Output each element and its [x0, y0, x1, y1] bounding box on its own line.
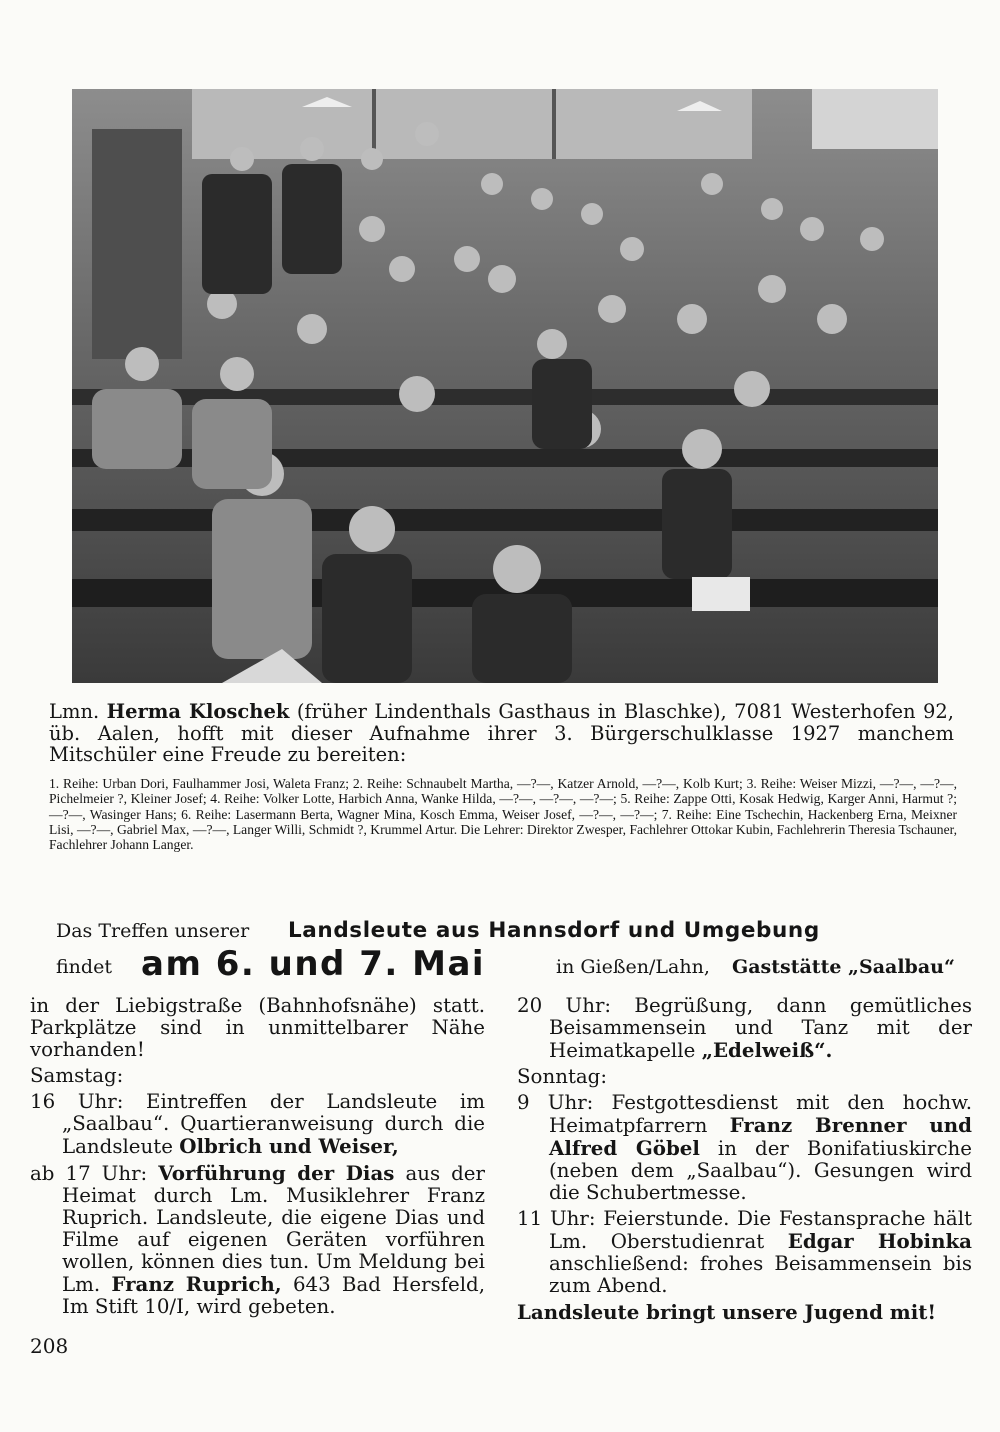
event-17-uhr	[30, 1162, 485, 1318]
caption-lead: Lmn.	[49, 700, 100, 723]
event-11-uhr	[517, 1208, 972, 1297]
class-photo	[72, 89, 938, 683]
caption-name: Herma Kloschek	[106, 700, 290, 723]
name-list: 1. Reihe: Urban Dori, Faulhammer Josi, Waleta Franz; 2. Reihe: Schnaubelt Martha, —?—, Katzer Arnold, —?—, Kolb Kurt; 3. Reihe: Weiser Mizzi, —?—, —?—, Pichelmeier ?, Kleiner Josef; 4. Reihe: Volker Lotte, Harbich Anna, Wanke Hilda, —?—, —?—, —?—; 5. Reihe: Zappe Otti, Kosak Hedwig, Karger Anni, Harmut ?; —?—, Wasinger Hans; 6. Reihe: Lasermann Berta, Wagner Mina, Kosch Emma, Weiser Josef, —?—, —?—; 7. Reihe: Eine Tschechin, Hackenberg Erna, Meixner Lisi, —?—, Gabriel Max, —?—, Langer Willi, Schmidt ?, Krummel Artur. Die Lehrer: Direktor Zwesper, Fachlehrer Ottokar Kubin, Fachlehrerin Theresia Tschauner, Fachlehrer Johann Langer.	[49, 776, 957, 853]
event-9-text: 9 Uhr: Festgottesdienst mit den hochw. Heimatpfarrern	[517, 1091, 972, 1137]
event-headline-line2	[56, 944, 972, 990]
event-17-time: ab 17 Uhr:	[30, 1162, 148, 1185]
event-9-location: in der Bonifatiuskirche (neben dem „Saalbau“). Gesungen wird die Schubertmesse.	[549, 1137, 972, 1204]
event-17-address: 643 Bad Hersfeld, Im Stift 10/I, wird gebeten.	[62, 1273, 486, 1318]
event-20-text: 20 Uhr: Begrüßung, dann gemütliches Beisammensein und Tanz mit der Heimatkapelle	[517, 994, 972, 1062]
event-11-text: 11 Uhr: Feierstunde. Die Festansprache hält Lm. Oberstudienrat	[517, 1207, 972, 1253]
event-20-band: „Edelweiß“.	[701, 1038, 833, 1062]
headline-part5: in Gießen/Lahn,	[556, 956, 710, 978]
program-left-column	[30, 995, 485, 1318]
class-photo-image	[72, 89, 938, 683]
caption-rest: (früher Lindenthals Gasthaus in Blaschke), 7081 Westerhofen 92, üb. Aalen, hofft mit dieser Aufnahme ihrer 3. Bürgerschulklasse 1927 manchem Mitschüler eine Freude zu bereiten:	[49, 700, 955, 766]
program-right-column	[517, 995, 972, 1324]
headline-part2: Landsleute aus Hannsdorf und Umgebung	[288, 918, 820, 943]
event-16-text: 16 Uhr: Eintreffen der Landsleute im „Saalbau“. Quartieranweisung durch die Landsleute	[30, 1090, 485, 1158]
event-17-contact: Franz Ruprich,	[111, 1272, 282, 1296]
event-9-uhr	[517, 1092, 972, 1204]
headline-part3: findet	[56, 956, 112, 978]
day-sunday: Sonntag:	[517, 1065, 608, 1088]
event-17-text: aus der Heimat durch Lm. Musiklehrer Franz Ruprich. Landsleute, die eigene Dias und Filme auf eigenen Geräten vorführen wollen, können dies tun. Um Meldung bei Lm.	[62, 1162, 485, 1296]
event-11-speaker: Edgar Hobinka	[787, 1229, 972, 1253]
venue-text: in der Liebigstraße (Bahnhofsnähe) statt. Parkplätze sind in unmittelbarer Nähe vorhanden!	[30, 994, 485, 1061]
headline-part4: am 6. und 7. Mai	[141, 944, 486, 984]
closing-text: Landsleute bringt unsere Jugend mit!	[517, 1300, 937, 1324]
headline-part1: Das Treffen unserer	[56, 920, 250, 942]
event-20-uhr	[517, 995, 972, 1062]
event-16-uhr	[30, 1091, 485, 1158]
headline-part6: Gaststätte „Saalbau“	[732, 956, 955, 978]
event-9-priests: Franz Brenner und Alfred Göbel	[549, 1113, 973, 1160]
event-11-after: anschließend: frohes Beisammensein bis zum Abend.	[549, 1252, 972, 1297]
event-17-title: Vorführung der Dias	[158, 1161, 395, 1185]
photo-caption	[49, 701, 954, 766]
event-16-names: Olbrich und Weiser,	[179, 1134, 399, 1158]
day-saturday: Samstag:	[30, 1064, 124, 1087]
closing-line	[517, 1301, 972, 1324]
page-number: 208	[30, 1334, 69, 1358]
